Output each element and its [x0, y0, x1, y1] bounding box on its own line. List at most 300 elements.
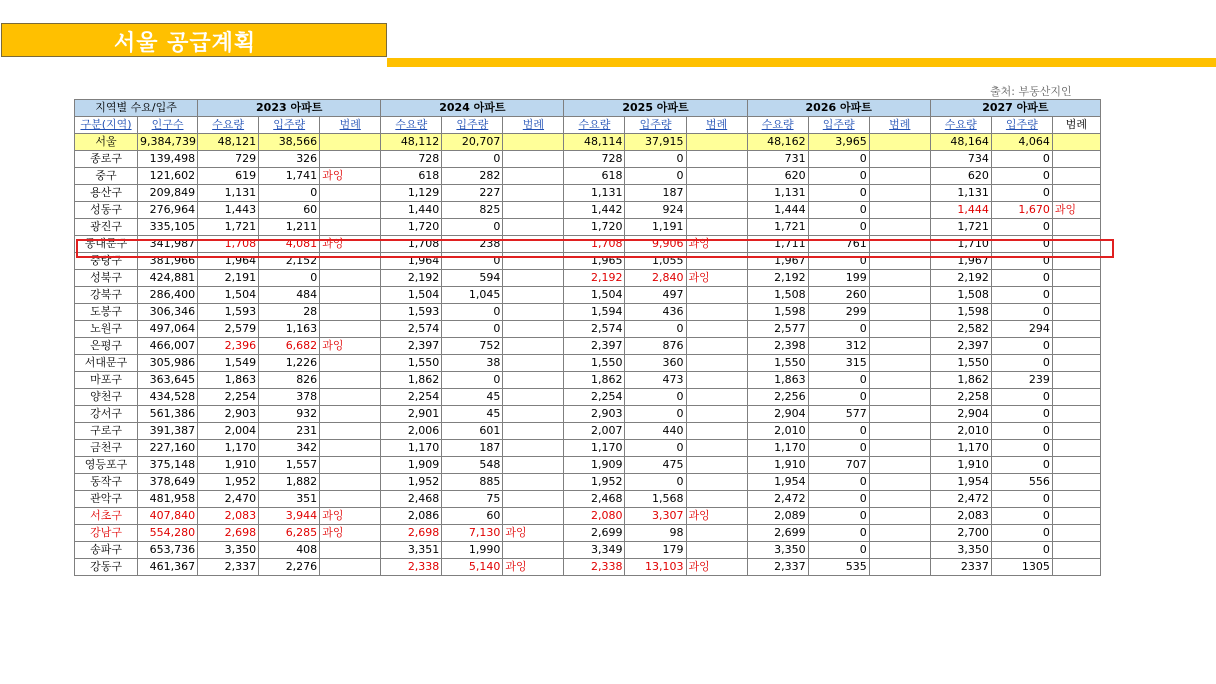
- move-in-cell: 0: [625, 151, 686, 168]
- legend-cell: [320, 270, 381, 287]
- legend-cell: [869, 423, 930, 440]
- move-in-cell: 227: [442, 185, 503, 202]
- legend-cell: [686, 457, 747, 474]
- legend-cell: [503, 304, 564, 321]
- move-in-cell: 0: [808, 372, 869, 389]
- demand-cell: 1,444: [747, 202, 808, 219]
- region-cell: 은평구: [75, 338, 138, 355]
- move-in-cell: 38: [442, 355, 503, 372]
- move-in-cell: 1,211: [259, 219, 320, 236]
- demand-cell: 1,598: [747, 304, 808, 321]
- demand-cell: 1,909: [564, 457, 625, 474]
- legend-cell: [320, 372, 381, 389]
- region-cell: 마포구: [75, 372, 138, 389]
- legend-cell: [869, 355, 930, 372]
- move-in-cell: 0: [991, 270, 1052, 287]
- legend-cell: [1052, 525, 1100, 542]
- demand-cell: 1,910: [747, 457, 808, 474]
- legend-cell: [686, 406, 747, 423]
- move-in-cell: 0: [991, 185, 1052, 202]
- move-in-cell: 0: [808, 151, 869, 168]
- legend-cell: [1052, 270, 1100, 287]
- region-cell: 중구: [75, 168, 138, 185]
- demand-cell: 1,170: [381, 440, 442, 457]
- legend-column-header[interactable]: 범례: [686, 117, 747, 134]
- region-cell: 용산구: [75, 185, 138, 202]
- move-in-cell: 0: [808, 389, 869, 406]
- legend-cell: [869, 457, 930, 474]
- demand-cell: 2,699: [747, 525, 808, 542]
- demand-cell: 729: [198, 151, 259, 168]
- population-cell: 341,987: [138, 236, 198, 253]
- move-in-cell: 7,130: [442, 525, 503, 542]
- move-in-cell: 60: [259, 202, 320, 219]
- region-cell: 강남구: [75, 525, 138, 542]
- demand-column-header[interactable]: 수요량: [747, 117, 808, 134]
- region-cell: 구로구: [75, 423, 138, 440]
- legend-cell: [686, 219, 747, 236]
- legend-cell: 과잉: [320, 168, 381, 185]
- region-cell: 강북구: [75, 287, 138, 304]
- legend-cell: [320, 134, 381, 151]
- demand-cell: 2,007: [564, 423, 625, 440]
- move-in-cell: 752: [442, 338, 503, 355]
- population-cell: 209,849: [138, 185, 198, 202]
- move-in-cell: 0: [991, 440, 1052, 457]
- demand-cell: 1,863: [198, 372, 259, 389]
- legend-cell: [320, 440, 381, 457]
- legend-cell: [1052, 168, 1100, 185]
- move-in-cell: 0: [625, 389, 686, 406]
- demand-cell: 2,258: [930, 389, 991, 406]
- demand-cell: 2,468: [381, 491, 442, 508]
- legend-cell: [686, 304, 747, 321]
- legend-cell: [869, 168, 930, 185]
- move-in-cell: 0: [625, 440, 686, 457]
- demand-column-header[interactable]: 수요량: [564, 117, 625, 134]
- demand-cell: 3,350: [930, 542, 991, 559]
- move-in-column-header[interactable]: 입주량: [259, 117, 320, 134]
- demand-cell: 2,192: [930, 270, 991, 287]
- move-in-cell: 484: [259, 287, 320, 304]
- move-in-cell: 1,191: [625, 219, 686, 236]
- year-header: 2026 아파트: [747, 100, 930, 117]
- move-in-cell: 3,965: [808, 134, 869, 151]
- demand-cell: 1,549: [198, 355, 259, 372]
- demand-cell: 1,862: [564, 372, 625, 389]
- move-in-column-header[interactable]: 입주량: [808, 117, 869, 134]
- move-in-cell: 497: [625, 287, 686, 304]
- move-in-cell: 0: [991, 219, 1052, 236]
- move-in-cell: 0: [625, 474, 686, 491]
- move-in-cell: 60: [442, 508, 503, 525]
- legend-cell: [1052, 406, 1100, 423]
- legend-cell: [686, 423, 747, 440]
- demand-cell: 1,170: [747, 440, 808, 457]
- move-in-column-header[interactable]: 입주량: [991, 117, 1052, 134]
- legend-cell: [503, 491, 564, 508]
- demand-cell: 3,350: [747, 542, 808, 559]
- demand-column-header[interactable]: 수요량: [930, 117, 991, 134]
- legend-cell: [1052, 389, 1100, 406]
- move-in-cell: 1,990: [442, 542, 503, 559]
- region-cell: 금천구: [75, 440, 138, 457]
- legend-cell: [1052, 304, 1100, 321]
- legend-cell: [869, 525, 930, 542]
- move-in-cell: 0: [808, 202, 869, 219]
- legend-cell: [869, 134, 930, 151]
- population-cell: 424,881: [138, 270, 198, 287]
- demand-cell: 1,708: [381, 236, 442, 253]
- legend-cell: [1052, 287, 1100, 304]
- move-in-column-header[interactable]: 입주량: [625, 117, 686, 134]
- population-cell: 9,384,739: [138, 134, 198, 151]
- legend-cell: [1052, 185, 1100, 202]
- move-in-cell: 45: [442, 406, 503, 423]
- legend-cell: [320, 304, 381, 321]
- legend-column-header: 범례: [1052, 117, 1100, 134]
- move-in-cell: 876: [625, 338, 686, 355]
- move-in-cell: 825: [442, 202, 503, 219]
- legend-cell: [869, 287, 930, 304]
- demand-cell: 1,593: [381, 304, 442, 321]
- legend-cell: [503, 355, 564, 372]
- legend-cell: [686, 202, 747, 219]
- demand-cell: 2,256: [747, 389, 808, 406]
- move-in-cell: 0: [991, 355, 1052, 372]
- legend-cell: [1052, 372, 1100, 389]
- legend-cell: [869, 304, 930, 321]
- move-in-cell: 37,915: [625, 134, 686, 151]
- legend-cell: [1052, 440, 1100, 457]
- move-in-cell: 0: [991, 236, 1052, 253]
- demand-cell: 2,398: [747, 338, 808, 355]
- legend-cell: [869, 406, 930, 423]
- legend-cell: [1052, 542, 1100, 559]
- legend-cell: [869, 338, 930, 355]
- legend-cell: [869, 491, 930, 508]
- demand-column-header[interactable]: 수요량: [198, 117, 259, 134]
- move-in-cell: 2,840: [625, 270, 686, 287]
- demand-cell: 2,574: [564, 321, 625, 338]
- legend-cell: [869, 151, 930, 168]
- demand-cell: 2,191: [198, 270, 259, 287]
- legend-cell: [869, 474, 930, 491]
- demand-cell: 2,338: [381, 559, 442, 576]
- move-in-cell: 28: [259, 304, 320, 321]
- move-in-cell: 75: [442, 491, 503, 508]
- legend-column-header[interactable]: 범례: [320, 117, 381, 134]
- move-in-cell: 707: [808, 457, 869, 474]
- demand-cell: 1,863: [747, 372, 808, 389]
- population-cell: 561,386: [138, 406, 198, 423]
- region-cell: 종로구: [75, 151, 138, 168]
- demand-column-header[interactable]: 수요량: [381, 117, 442, 134]
- region-cell: 도봉구: [75, 304, 138, 321]
- legend-cell: [686, 321, 747, 338]
- demand-cell: 1,131: [747, 185, 808, 202]
- move-in-cell: 436: [625, 304, 686, 321]
- legend-cell: [1052, 508, 1100, 525]
- legend-cell: [503, 134, 564, 151]
- demand-cell: 1,720: [564, 219, 625, 236]
- year-header: 2027 아파트: [930, 100, 1100, 117]
- demand-cell: 1,504: [564, 287, 625, 304]
- demand-cell: 2,470: [198, 491, 259, 508]
- move-in-cell: 342: [259, 440, 320, 457]
- legend-cell: 과잉: [503, 525, 564, 542]
- demand-cell: 2,083: [198, 508, 259, 525]
- legend-cell: [869, 372, 930, 389]
- legend-cell: [686, 151, 747, 168]
- move-in-cell: 0: [808, 542, 869, 559]
- demand-cell: 2,904: [930, 406, 991, 423]
- move-in-cell: 6,285: [259, 525, 320, 542]
- demand-cell: 1,708: [198, 236, 259, 253]
- move-in-cell: 0: [808, 185, 869, 202]
- demand-cell: 1,504: [381, 287, 442, 304]
- move-in-cell: 9,906: [625, 236, 686, 253]
- move-in-cell: 0: [808, 168, 869, 185]
- demand-cell: 1,170: [930, 440, 991, 457]
- population-cell: 554,280: [138, 525, 198, 542]
- population-cell: 653,736: [138, 542, 198, 559]
- move-in-cell: 38,566: [259, 134, 320, 151]
- legend-cell: [320, 457, 381, 474]
- demand-cell: 1,710: [930, 236, 991, 253]
- legend-cell: [503, 151, 564, 168]
- demand-cell: 620: [930, 168, 991, 185]
- demand-cell: 1,721: [930, 219, 991, 236]
- legend-cell: 과잉: [686, 270, 747, 287]
- move-in-cell: 1,882: [259, 474, 320, 491]
- demand-cell: 2337: [930, 559, 991, 576]
- demand-cell: 2,192: [381, 270, 442, 287]
- move-in-cell: 315: [808, 355, 869, 372]
- region-cell: 관악구: [75, 491, 138, 508]
- demand-cell: 2,468: [564, 491, 625, 508]
- source-caption: 출처: 부동산지인: [990, 85, 1072, 98]
- move-in-cell: 6,682: [259, 338, 320, 355]
- demand-cell: 1,964: [381, 253, 442, 270]
- demand-cell: 728: [381, 151, 442, 168]
- legend-cell: [503, 372, 564, 389]
- demand-cell: 2,700: [930, 525, 991, 542]
- move-in-cell: 0: [991, 304, 1052, 321]
- region-cell: 송파구: [75, 542, 138, 559]
- move-in-cell: 0: [808, 508, 869, 525]
- move-in-cell: 932: [259, 406, 320, 423]
- region-cell: 양천구: [75, 389, 138, 406]
- population-cell: 407,840: [138, 508, 198, 525]
- demand-cell: 1,504: [198, 287, 259, 304]
- demand-cell: 1,440: [381, 202, 442, 219]
- move-in-cell: 0: [808, 491, 869, 508]
- legend-cell: [686, 287, 747, 304]
- legend-cell: [869, 389, 930, 406]
- move-in-cell: 577: [808, 406, 869, 423]
- move-in-cell: 0: [625, 168, 686, 185]
- demand-cell: 2,004: [198, 423, 259, 440]
- population-cell: 363,645: [138, 372, 198, 389]
- region-cell: 성동구: [75, 202, 138, 219]
- demand-cell: 1,170: [198, 440, 259, 457]
- demand-cell: 1,967: [930, 253, 991, 270]
- demand-cell: 2,396: [198, 338, 259, 355]
- move-in-cell: 1,055: [625, 253, 686, 270]
- demand-cell: 620: [747, 168, 808, 185]
- legend-cell: [320, 202, 381, 219]
- demand-cell: 734: [930, 151, 991, 168]
- population-cell: 391,387: [138, 423, 198, 440]
- demand-cell: 2,901: [381, 406, 442, 423]
- legend-cell: [320, 287, 381, 304]
- corner-header: 지역별 수요/입주: [75, 100, 198, 117]
- demand-cell: 2,337: [747, 559, 808, 576]
- legend-cell: [1052, 457, 1100, 474]
- move-in-cell: 0: [991, 338, 1052, 355]
- population-cell: 375,148: [138, 457, 198, 474]
- region-cell: 동작구: [75, 474, 138, 491]
- table-row: [75, 185, 1101, 202]
- demand-cell: 1,708: [564, 236, 625, 253]
- demand-cell: 1,131: [564, 185, 625, 202]
- demand-cell: 3,350: [198, 542, 259, 559]
- demand-cell: 728: [564, 151, 625, 168]
- demand-cell: 1,862: [381, 372, 442, 389]
- move-in-cell: 761: [808, 236, 869, 253]
- population-cell: 461,367: [138, 559, 198, 576]
- demand-cell: 1,952: [381, 474, 442, 491]
- move-in-cell: 0: [442, 219, 503, 236]
- region-cell: 강동구: [75, 559, 138, 576]
- table-row: [75, 219, 1101, 236]
- legend-cell: [869, 219, 930, 236]
- legend-cell: [320, 185, 381, 202]
- legend-cell: [503, 457, 564, 474]
- legend-cell: [503, 423, 564, 440]
- move-in-cell: 360: [625, 355, 686, 372]
- legend-cell: [1052, 355, 1100, 372]
- legend-column-header[interactable]: 범례: [869, 117, 930, 134]
- table-row: [75, 389, 1101, 406]
- demand-cell: 2,083: [930, 508, 991, 525]
- population-cell: 335,105: [138, 219, 198, 236]
- move-in-cell: 231: [259, 423, 320, 440]
- legend-cell: [686, 134, 747, 151]
- region-cell: 광진구: [75, 219, 138, 236]
- move-in-cell: 1,741: [259, 168, 320, 185]
- move-in-cell: 1,163: [259, 321, 320, 338]
- demand-cell: 2,698: [381, 525, 442, 542]
- legend-cell: [686, 338, 747, 355]
- move-in-cell: 5,140: [442, 559, 503, 576]
- table-row: [75, 559, 1101, 576]
- legend-cell: [320, 151, 381, 168]
- demand-cell: 2,904: [747, 406, 808, 423]
- legend-cell: [320, 559, 381, 576]
- legend-column-header[interactable]: 범례: [503, 117, 564, 134]
- legend-cell: [686, 491, 747, 508]
- legend-cell: [320, 321, 381, 338]
- demand-cell: 48,112: [381, 134, 442, 151]
- move-in-cell: 0: [442, 304, 503, 321]
- demand-cell: 1,965: [564, 253, 625, 270]
- legend-cell: [1052, 219, 1100, 236]
- demand-cell: 1,862: [930, 372, 991, 389]
- population-cell: 378,649: [138, 474, 198, 491]
- demand-cell: 1,131: [198, 185, 259, 202]
- region-column-header[interactable]: 구분(지역): [75, 117, 138, 134]
- move-in-cell: 2,276: [259, 559, 320, 576]
- header-row-columns: [75, 117, 1101, 134]
- move-in-cell: 408: [259, 542, 320, 559]
- legend-cell: [503, 389, 564, 406]
- legend-cell: [1052, 474, 1100, 491]
- demand-cell: 2,579: [198, 321, 259, 338]
- move-in-column-header[interactable]: 입주량: [442, 117, 503, 134]
- demand-cell: 1,442: [564, 202, 625, 219]
- population-cell: 497,064: [138, 321, 198, 338]
- move-in-cell: 0: [808, 253, 869, 270]
- demand-cell: 2,254: [564, 389, 625, 406]
- population-cell: 139,498: [138, 151, 198, 168]
- move-in-cell: 924: [625, 202, 686, 219]
- legend-cell: [686, 372, 747, 389]
- population-cell: 481,958: [138, 491, 198, 508]
- legend-cell: [503, 321, 564, 338]
- move-in-cell: 312: [808, 338, 869, 355]
- move-in-cell: 1,045: [442, 287, 503, 304]
- move-in-cell: 0: [991, 542, 1052, 559]
- demand-cell: 1,508: [747, 287, 808, 304]
- demand-cell: 1,598: [930, 304, 991, 321]
- move-in-cell: 98: [625, 525, 686, 542]
- legend-cell: [320, 474, 381, 491]
- move-in-cell: 0: [442, 321, 503, 338]
- legend-cell: [503, 474, 564, 491]
- legend-cell: [503, 168, 564, 185]
- table-row: [75, 202, 1101, 219]
- move-in-cell: 475: [625, 457, 686, 474]
- demand-cell: 1,909: [381, 457, 442, 474]
- legend-cell: [686, 542, 747, 559]
- demand-cell: 2,582: [930, 321, 991, 338]
- region-cell: 서울: [75, 134, 138, 151]
- demand-cell: 1,721: [747, 219, 808, 236]
- population-column-header[interactable]: 인구수: [138, 117, 198, 134]
- legend-cell: [869, 270, 930, 287]
- legend-cell: [869, 559, 930, 576]
- demand-cell: 3,351: [381, 542, 442, 559]
- legend-cell: [686, 185, 747, 202]
- move-in-cell: 0: [259, 270, 320, 287]
- move-in-cell: 1,557: [259, 457, 320, 474]
- move-in-cell: 2,152: [259, 253, 320, 270]
- demand-cell: 1,711: [747, 236, 808, 253]
- legend-cell: [686, 525, 747, 542]
- move-in-cell: 826: [259, 372, 320, 389]
- legend-cell: [503, 542, 564, 559]
- move-in-cell: 0: [625, 321, 686, 338]
- move-in-cell: 4,081: [259, 236, 320, 253]
- move-in-cell: 0: [808, 423, 869, 440]
- demand-cell: 1,550: [930, 355, 991, 372]
- demand-cell: 2,254: [198, 389, 259, 406]
- move-in-cell: 179: [625, 542, 686, 559]
- move-in-cell: 885: [442, 474, 503, 491]
- demand-cell: 618: [381, 168, 442, 185]
